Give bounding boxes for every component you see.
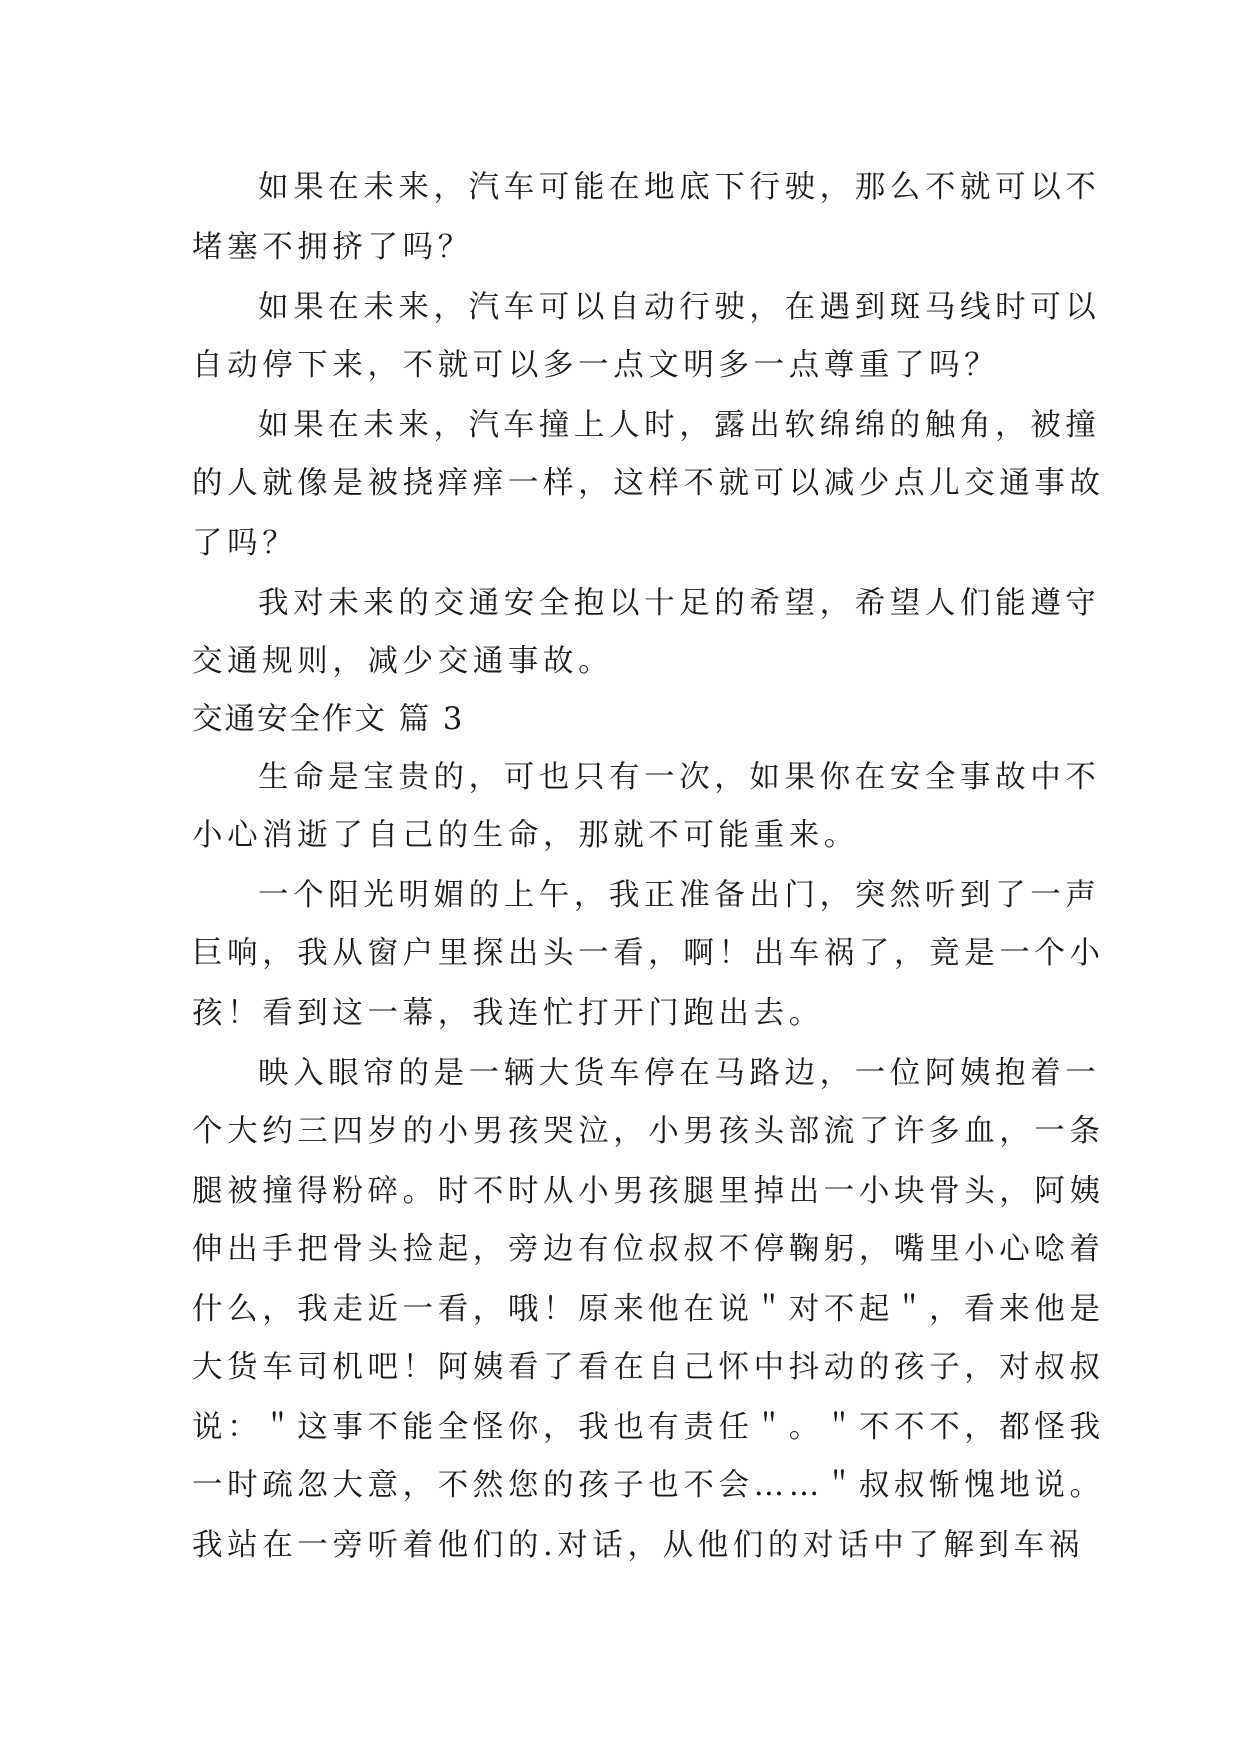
text-line: 了吗？ xyxy=(192,526,298,561)
text-line: 小心消逝了自己的生命，那就不可能重来。 xyxy=(192,818,859,853)
text-line: 伸出手把骨头捡起，旁边有位叔叔不停鞠躬，嘴里小心唸着 xyxy=(192,1232,1105,1267)
section-heading: 交通安全作文 篇 3 xyxy=(192,702,465,737)
text-line: 我站在一旁听着他们的.对话，从他们的对话中了解到车祸 xyxy=(192,1528,1084,1563)
text-line: 自动停下来，不就可以多一点文明多一点尊重了吗？ xyxy=(192,348,1000,383)
text-line: 一个阳光明媚的上午，我正准备出门，突然听到了一声 xyxy=(258,878,1101,913)
text-line: 一时疏忽大意，不然您的孩子也不会……＂叔叔惭愧地说。 xyxy=(192,1468,1105,1503)
text-line: 交通规则，减少交通事故。 xyxy=(192,644,614,679)
text-line: 说：＂这事不能全怪你，我也有责任＂。＂不不不，都怪我 xyxy=(192,1410,1105,1445)
text-line: 映入眼帘的是一辆大货车停在马路边，一位阿姨抱着一 xyxy=(258,1056,1101,1091)
text-line: 个大约三四岁的小男孩哭泣，小男孩头部流了许多血，一条 xyxy=(192,1114,1105,1149)
text-line: 如果在未来，汽车可以自动行驶，在遇到斑马线时可以 xyxy=(258,290,1101,325)
text-line: 生命是宝贵的，可也只有一次，如果你在安全事故中不 xyxy=(258,760,1101,795)
text-line: 什么，我走近一看，哦！原来他在说＂对不起＂，看来他是 xyxy=(192,1292,1105,1327)
text-line: 我对未来的交通安全抱以十足的希望，希望人们能遵守 xyxy=(258,586,1101,621)
text-line: 腿被撞得粉碎。时不时从小男孩腿里掉出一小块骨头，阿姨 xyxy=(192,1174,1105,1209)
text-line: 大货车司机吧！阿姨看了看在自己怀中抖动的孩子，对叔叔 xyxy=(192,1350,1105,1385)
text-line: 的人就像是被挠痒痒一样，这样不就可以减少点儿交通事故 xyxy=(192,466,1105,501)
text-line: 堵塞不拥挤了吗？ xyxy=(192,230,473,265)
text-line: 如果在未来，汽车可能在地底下行驶，那么不就可以不 xyxy=(258,170,1101,205)
text-line: 孩！看到这一幕，我连忙打开门跑出去。 xyxy=(192,996,824,1031)
text-line: 巨响，我从窗户里探出头一看，啊！出车祸了，竟是一个小 xyxy=(192,936,1105,971)
text-line: 如果在未来，汽车撞上人时，露出软绵绵的触角，被撞 xyxy=(258,408,1101,443)
